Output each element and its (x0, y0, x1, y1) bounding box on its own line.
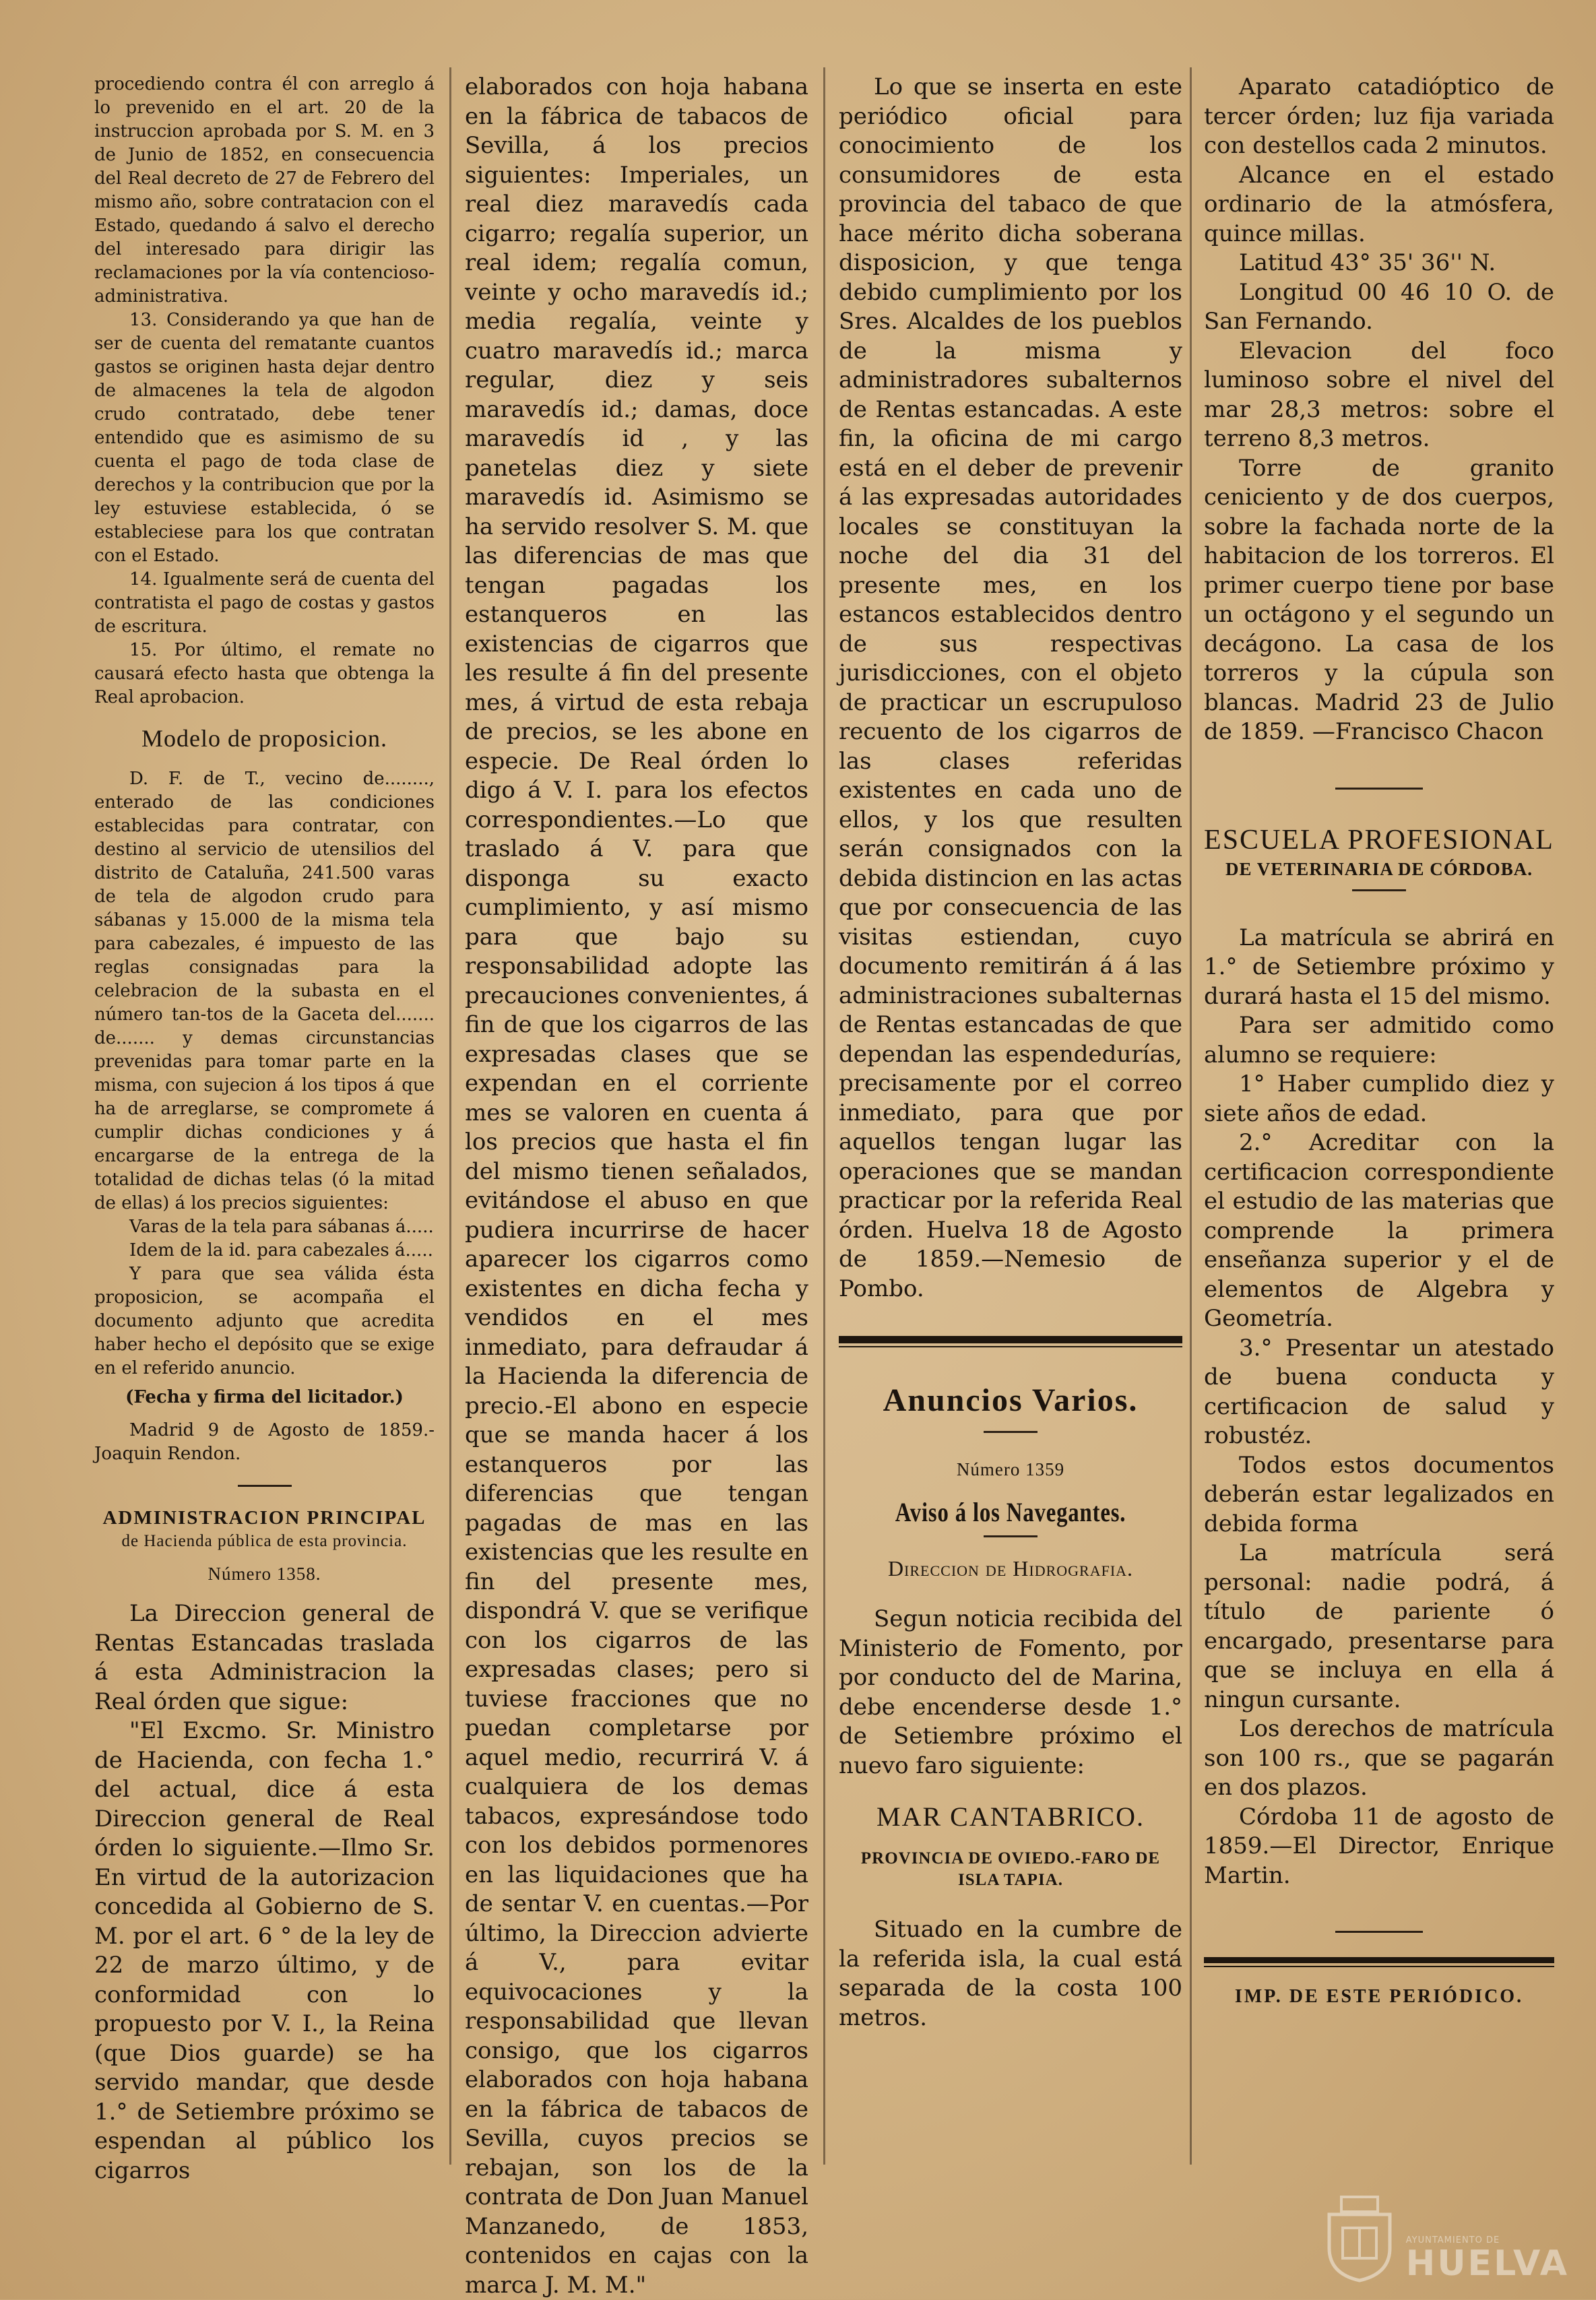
column-rule (823, 67, 825, 2165)
varas-cabezales: Idem de la id. para cabezales á..... (129, 1240, 433, 1260)
admin-body-2: "El Excmo. Sr. Ministro de Hacienda, con fecha 1.° del actual, dice á esta Direccion general de Real órden lo siguiente.—Ilmo Sr. En virtud de la autorizacion concedida al Gobierno de S. M. por el art. 6 ° de la ley de 22 de marzo último, y de conformidad con lo propuesto por V. I., la Reina (que Dios guarde) se ha servido mandar, que desde 1.° de Setiembre próximo se espendan al público los cigarros (94, 1717, 435, 2184)
requisito-1: 1° Haber cumplido diez y siete años de edad. (1204, 1071, 1554, 1127)
clause-13: 13. Considerando ya que han de ser de cuenta del rematante cuantos gastos se originen hasta dejar dentro de almacenes la tela de algodon crudo contratado, debe tener entendido que es asimismo de su cuenta el pago de toda clase de derechos y la contribucion que por la ley estuviese establecida, ó se estableciese para los que contratan con el Estado. (94, 310, 435, 566)
numero-1358: Número 1358. (208, 1564, 321, 1584)
modelo-title: Modelo de proposicion. (141, 725, 387, 752)
mar-title: MAR CANTABRICO. (876, 1801, 1145, 1832)
section-rule (1204, 1957, 1554, 1963)
longitud-text: Longitud 00 46 10 O. de San Fernando. (1204, 278, 1554, 335)
varas-sabanas: Varas de la tela para sábanas á..... (129, 1217, 434, 1237)
torre-text: Torre de granito ceniciento y de dos cuerpos, sobre la fachada norte de la habitacion de los torreros. El primer cuerpo tiene por base un octágono y el segundo un decágono. La casa de los torreros y la cúpula son blancas. Madrid 23 de Julio de 1859. —Francisco Chacon (1204, 454, 1554, 745)
aparato-text: Aparato catadióptico de tercer órden; luz fija variada con destellos cada 2 minutos. (1204, 73, 1554, 159)
personal-text: La matrícula será personal: nadie podrá, á título de pariente ó encargado, presentarse para que se incluya en ella á ningun cursante. (1204, 1539, 1554, 1713)
todos-text: Todos estos documentos deberán estar legalizados en debida forma (1204, 1451, 1554, 1537)
section-rule (839, 1336, 1182, 1343)
column-3 (839, 73, 1182, 2259)
column-4 (1204, 73, 1554, 2259)
elevacion-text: Elevacion del foco luminoso sobre el nivel del mar 28,3 metros: sobre el terreno 8,3 metros. (1204, 337, 1554, 452)
direccion-title: Direccion de Hidrografia. (887, 1556, 1134, 1580)
fecha-firma: (Fecha y firma del licitador.) (125, 1387, 404, 1407)
watermark (1322, 2194, 1569, 2282)
column-rule (449, 67, 451, 2165)
madrid-signature: Madrid 9 de Agosto de 1859.-Joaquin Rendon. (94, 1420, 435, 1464)
numero-1359: Número 1359 (956, 1459, 1065, 1479)
watermark-small: AYUNTAMIENTO DE (1405, 2235, 1500, 2245)
situado-text: Situado en la cumbre de la referida isla, la cual está separada de la costa 100 metros. (839, 1916, 1182, 2031)
aviso-title: Aviso á los Navegantes. (895, 1497, 1126, 1527)
real-orden-body: elaborados con hoja habana en la fábrica de tabacos de Sevilla, á los precios siguientes: Imperiales, un real diez maravedís cada cigarro; regalía superior, un real idem; regalía comun, veinte y ocho maravedís id.; media regalía, veinte y cuatro maravedís id.; marca regular, diez y seis maravedís id.; damas, doce maravedís id , y las panetelas diez y siete maravedís id. Asimismo se ha servido resolver S. M. que las diferencias de mas que tengan pagadas los estanqueros en las existencias de cigarros que les resulte á fin del presente mes, á virtud de esta rebaja de precios, se les abone en especie. De Real órden lo digo á V. I. para los efectos correspondientes.—Lo que traslado á V. para que disponga su exacto cumplimiento, y así mismo para que bajo su responsabilidad adopte las precauciones convenientes, á fin de que los cigarros de las expresadas clases que se expendan en el corriente mes se valoren en cuenta á los precios que hasta el fin del mismo tienen señalados, evitándose el abuso en que pudiera incurrirse de hacer aparecer los cigarros como existentes en dicha fecha y vendidos en el mes inmediato, para defraudar á la Hacienda la diferencia de precio.-El abono en especie que se manda hacer á los estanqueros por las diferencias que tengan pagadas de mas en las existencias que les resulte en fin del presente mes, dispondrá V. que se verifique con los cigarros de las expresadas clases; pero si tuviese fracciones que no puedan completarse por aquel medio, recurrirá V. á cualquiera de los demas tabacos, expresándose todo con los debidos pormenores en las liquidaciones que ha de sentar V. en cuentas.—Por último, la Direccion advierte á V., para evitar equivocaciones y la responsabilidad que llevan consigo, que los cigarros elaborados con hoja habana en la fábrica de tabacos de Sevilla, cuyos precios se rebajan, son los de la contrata de Don Juan Manuel Manzanedo, de 1853, contenidos en cajas con la marca J. M. M." (465, 73, 808, 2299)
column-1 (94, 73, 435, 2259)
insercion-body: Lo que se inserta en este periódico oficial para conocimiento de los consumidores de esta provincia del tabaco de que hace mérito dicha soberana disposicion, y que tenga debido cumplimiento por los Sres. Alcaldes de los pueblos de la misma y administradores subalternos de Rentas estancadas. A este fin, la oficina de mi cargo está en el deber de prevenir á las expresadas autoridades locales se constituyan la noche del dia 31 del presente mes, en los estancos establecidos dentro de sus respectivas jurisdicciones, con el objeto de practicar un escrupuloso recuento de los cigarros de las clases referidas existentes en cada uno de ellos, y los que resulten serán consignados con la debida distincion en las actas que por consecuencia de las visitas estiendan, cuyo documento remitirán á á las administraciones subalternas de Rentas estancadas de que dependan las espendedurías, precisamente por el correo inmediato, para que por aquellos tengan lugar las operaciones que se mandan practicar por la referida Real órden. Huelva 18 de Agosto de 1859.—Nemesio de Pombo. (839, 73, 1182, 1302)
cordoba-signature: Córdoba 11 de agosto de 1859.—El Director, Enrique Martin. (1204, 1803, 1554, 1889)
paragraph-continued: procediendo contra él con arreglo á lo prevenido en el art. 20 de la instruccion aprobada por S. M. en 3 de Junio de 1852, en consecuencia del Real decreto de 27 de Febrero del mismo año, sobre contratacion con el Estado, quedando á salvo el derecho del interesado para dirigir las reclamaciones por la vía contencioso-administrativa. (94, 74, 435, 307)
clause-14: 14. Igualmente será de cuenta del contratista el pago de costas y gastos de escritura. (94, 569, 435, 637)
segun-text: Segun noticia recibida del Ministerio de Fomento, por por conducto del de Marina, debe encenderse desde 1.° de Setiembre próximo el nuevo faro siguiente: (839, 1605, 1182, 1779)
clause-15: 15. Por último, el remate no causará efecto hasta que obtenga la Real aprobacion. (94, 640, 435, 707)
crest-icon (1322, 2194, 1397, 2282)
y-para-que: Y para que sea válida ésta proposicion, se acompaña el documento adjunto que acredita haber hecho el depósito que se exige en el referido anuncio. (94, 1264, 435, 1378)
provincia-title: PROVINCIA DE OVIEDO.-FARO DE ISLA TAPIA. (860, 1849, 1161, 1889)
column-2 (465, 73, 808, 2299)
para-ser-text: Para ser admitido como alumno se requiere: (1204, 1012, 1554, 1068)
watermark-big: HUELVA (1405, 2243, 1569, 2284)
admin-body: La Direccion general de Rentas Estancadas traslada á esta Administracion la Real órden que sigue: (94, 1600, 435, 1715)
alcance-text: Alcance en el estado ordinario de la atmósfera, quince millas. (1204, 161, 1554, 247)
admin-subtitle: de Hacienda pública de esta provincia. (121, 1532, 408, 1550)
escuela-title: ESCUELA PROFESIONAL (1204, 824, 1554, 856)
imprenta-line: IMP. DE ESTE PERIÓDICO. (1234, 1986, 1524, 2007)
anuncios-title: Anuncios Varios. (883, 1382, 1139, 1418)
admin-title: ADMINISTRACION PRINCIPAL (102, 1507, 426, 1529)
derechos-text: Los derechos de matrícula son 100 rs., que se pagarán en dos plazos. (1204, 1715, 1554, 1801)
escuela-subtitle: DE VETERINARIA DE CÓRDOBA. (1225, 858, 1533, 879)
latitud-text: Latitud 43° 35' 36'' N. (1239, 249, 1496, 276)
matricula-text: La matrícula se abrirá en 1.° de Setiembre próximo y durará hasta el 15 del mismo. (1204, 924, 1554, 1010)
requisito-2: 2.° Acreditar con la certificacion correspondiente el estudio de las materias que comprende la primera enseñanza superior y el de elementos de Algebra y Geometría. (1204, 1129, 1554, 1332)
modelo-text: D. F. de T., vecino de........, enterado de las condiciones establecidas para contratar, con destino al servicio de utensilios del distrito de Cataluña, 241.500 varas de tela de algodon crudo para sábanas y 15.000 de la misma tela para cabezales, é impuesto de las reglas consignadas para la celebracion de la subasta en el número tan-tos de la Gaceta del....... de....... y demas circunstancias prevenidas para tomar parte en la misma, con sujecion á los tipos á que ha de arreglarse, se compromete á cumplir dichas condiciones y á encargarse de la entrega de la totalidad de dichas telas (ó la mitad de ellas) á los precios siguientes: (94, 769, 435, 1213)
requisito-3: 3.° Presentar un atestado de buena conducta y certificacion de salud y robustéz. (1204, 1334, 1554, 1449)
column-rule (1190, 67, 1192, 2165)
